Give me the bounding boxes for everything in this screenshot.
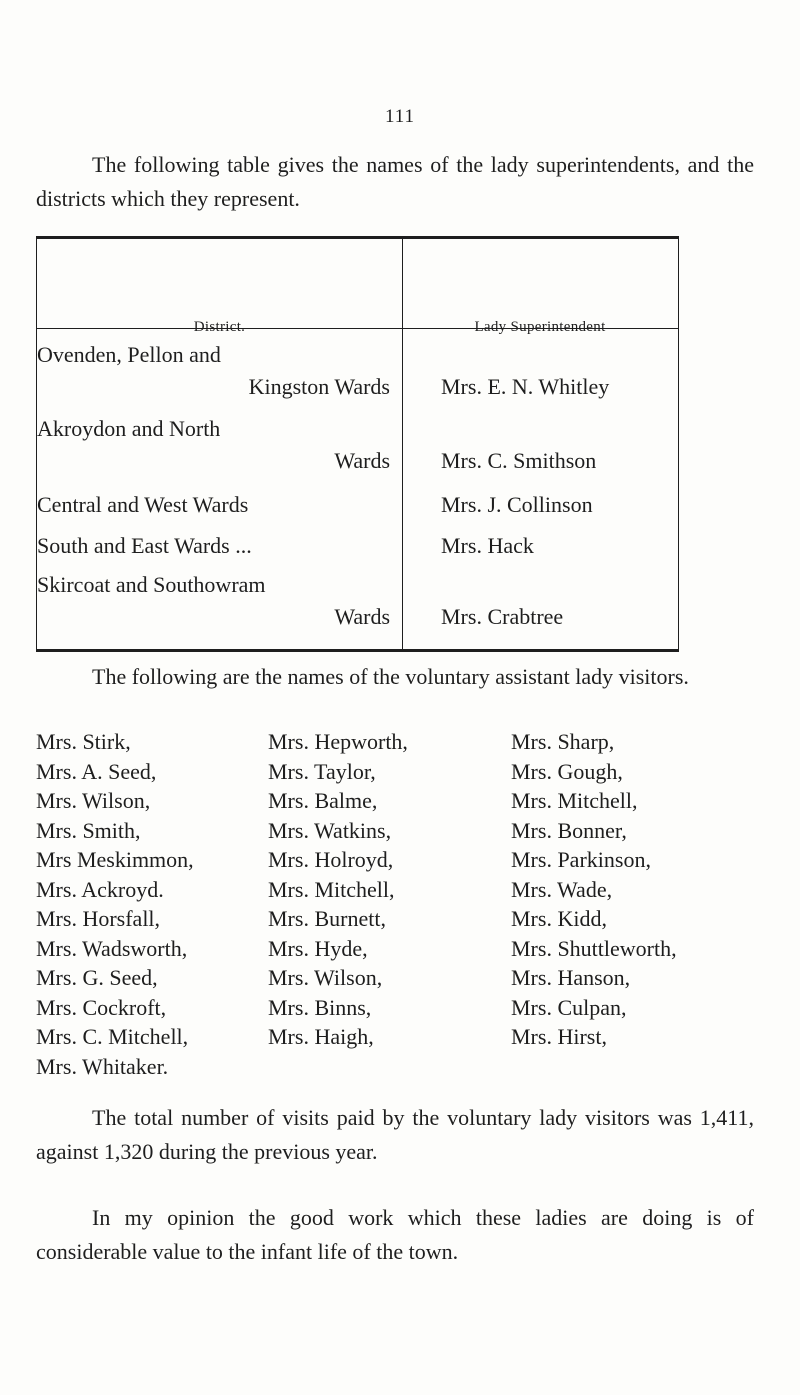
district-cell: Skircoat and Southowram	[37, 572, 266, 597]
intro-paragraph: The following table gives the names of the lady superintendents, and the districts which they represent.	[36, 152, 754, 211]
visitor-name: Mrs. Haigh,	[268, 1024, 374, 1049]
superintendent-name: Mrs. Hack	[441, 533, 534, 558]
visitor-name: Mrs. G. Seed,	[36, 965, 158, 990]
opinion-paragraph: In my opinion the good work which these ladies are doing is of considerable value to the infant life of the town.	[36, 1205, 754, 1264]
visitor-name: Mrs. Whitaker.	[36, 1053, 169, 1079]
visitor-name: Mrs. Wilson,	[36, 788, 151, 813]
visitor-name: Mrs. Wade,	[511, 876, 613, 902]
superintendents-table	[36, 236, 679, 652]
visitor-name: Mrs. Kidd,	[511, 906, 607, 931]
district-cell: South and East Wards ...	[37, 533, 252, 558]
column-divider	[402, 239, 403, 649]
visitors-column-3	[511, 727, 677, 1052]
header-lady-superintendent: Lady Superintendent	[474, 319, 606, 335]
visitors-intro: The following are the names of the voluntary assistant lady visitors.	[92, 664, 689, 689]
visitor-name: Mrs. Hyde,	[268, 935, 368, 961]
visitor-name: Mrs. Hepworth,	[268, 729, 408, 754]
visitor-name: Mrs. Mitchell,	[268, 876, 395, 902]
visitor-name: Mrs Meskimmon,	[36, 847, 194, 872]
visitor-name: Mrs. Burnett,	[268, 906, 386, 931]
visitor-name: Mrs. Watkins,	[268, 817, 392, 843]
visitor-name: Mrs. Parkinson,	[511, 847, 651, 872]
visitor-name: Mrs. C. Mitchell,	[36, 1024, 189, 1049]
visitor-name: Mrs. Binns,	[268, 994, 372, 1020]
visits-paragraph: The total number of visits paid by the voluntary lady visitors was 1,411, against 1,320 during the previous year.	[36, 1105, 754, 1164]
visitor-name: Mrs. Horsfall,	[36, 906, 161, 931]
district-cell-continued: Wards	[334, 604, 390, 629]
visitors-column-2	[268, 727, 408, 1052]
visitor-name: Mrs. Mitchell,	[511, 788, 638, 813]
visitor-name: Mrs. A. Seed,	[36, 758, 157, 784]
district-cell: Ovenden, Pellon and	[37, 342, 221, 367]
district-cell: Akroydon and North	[37, 416, 221, 441]
superintendent-name: Mrs. C. Smithson	[441, 448, 597, 473]
visitor-name: Mrs. Balme,	[268, 788, 378, 813]
visitor-name: Mrs. Wilson,	[268, 965, 383, 990]
visitor-name: Mrs. Cockroft,	[36, 994, 167, 1020]
visitor-name: Mrs. Shuttleworth,	[511, 935, 677, 961]
superintendent-name: Mrs. E. N. Whitley	[441, 374, 610, 399]
visitor-name: Mrs. Taylor,	[268, 758, 376, 784]
visitor-name: Mrs. Stirk,	[36, 729, 131, 754]
visitor-name: Mrs. Ackroyd.	[36, 876, 164, 902]
superintendent-name: Mrs. J. Collinson	[441, 492, 593, 517]
visitor-name: Mrs. Culpan,	[511, 994, 627, 1020]
superintendent-name: Mrs. Crabtree	[441, 604, 564, 629]
district-cell-continued: Kingston Wards	[248, 374, 390, 399]
district-cell: Central and West Wards	[37, 492, 249, 517]
visitor-name: Mrs. Smith,	[36, 817, 141, 843]
visitors-column-1	[36, 727, 194, 1081]
page-number: 111	[384, 106, 416, 127]
visitor-name: Mrs. Hanson,	[511, 965, 631, 990]
district-cell-continued: Wards	[334, 448, 390, 473]
header-district: District.	[193, 319, 246, 335]
visitor-name: Mrs. Sharp,	[511, 729, 615, 754]
visitor-name: Mrs. Wadsworth,	[36, 935, 188, 961]
visitor-name: Mrs. Hirst,	[511, 1024, 607, 1049]
visitor-name: Mrs. Bonner,	[511, 817, 627, 843]
visitor-name: Mrs. Gough,	[511, 758, 623, 784]
visitor-name: Mrs. Holroyd,	[268, 847, 394, 872]
